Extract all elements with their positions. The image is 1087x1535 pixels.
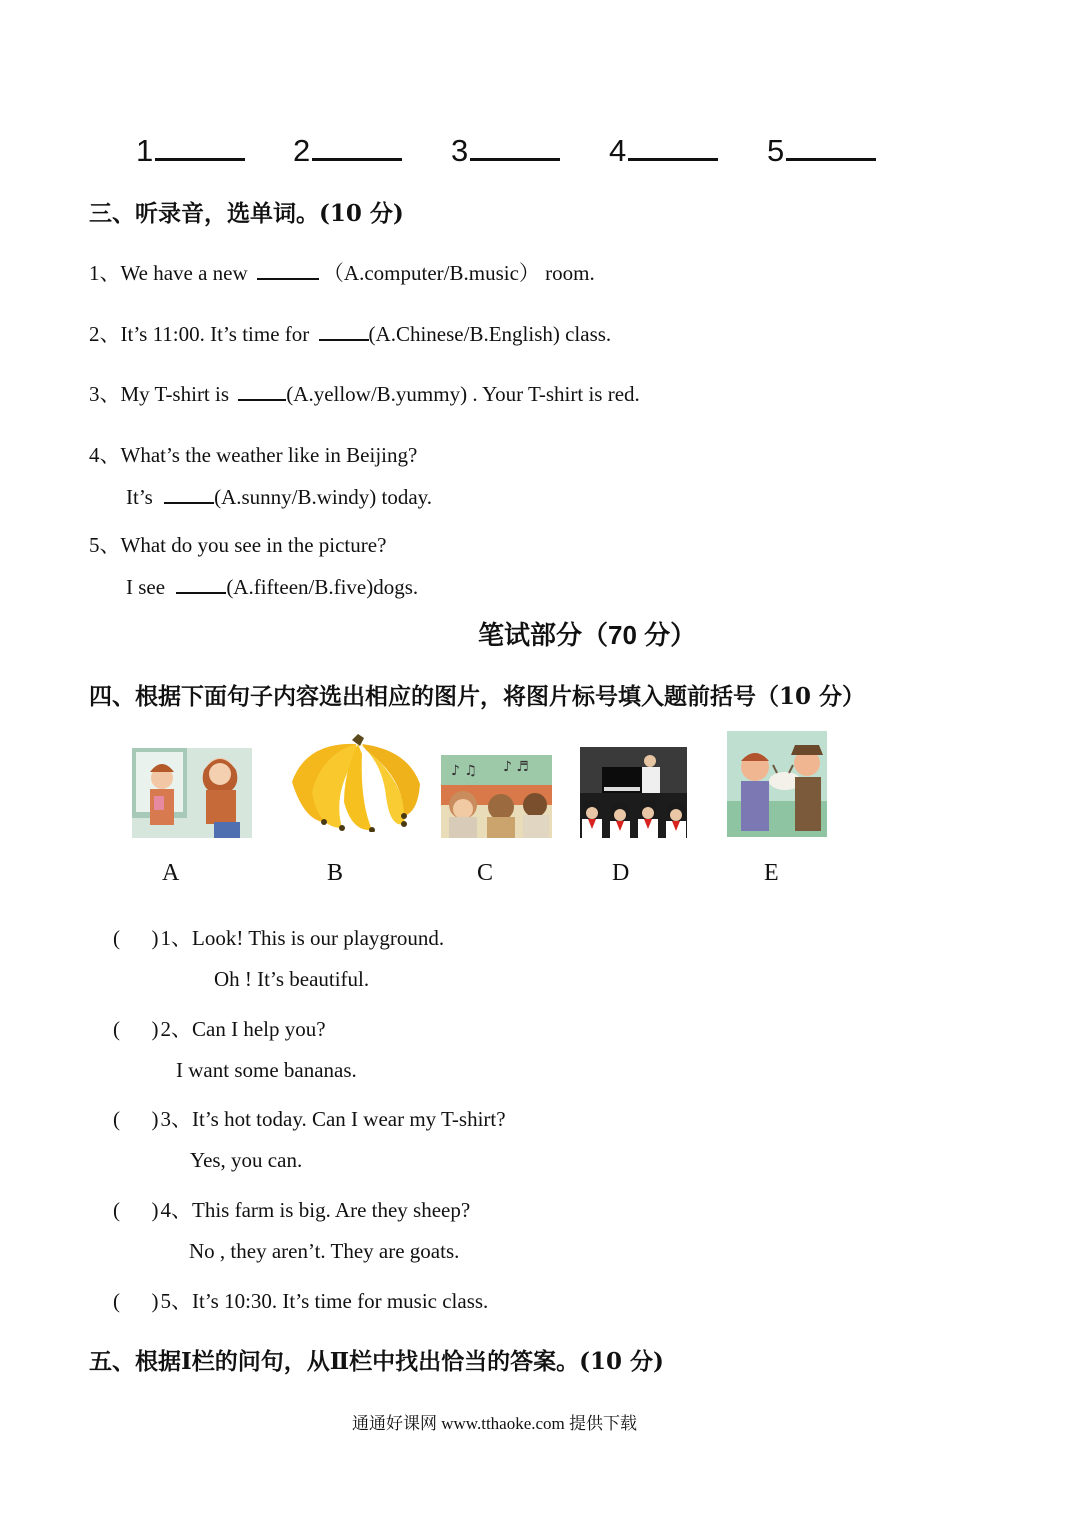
s3-question-3: 3、My T-shirt is (A.yellow/B.yummy) . Your T-shirt is red.	[89, 382, 640, 406]
picture-a-playground	[132, 748, 252, 838]
answer-blank-1: 1	[136, 132, 245, 169]
picture-label-e: E	[764, 860, 779, 886]
answer-blank-2: 2	[293, 132, 402, 169]
answer-paren[interactable]: ( )	[113, 1198, 159, 1222]
s4-question-4: ( )4、This farm is big. Are they sheep?	[113, 1198, 471, 1222]
s4-answer-2: I want some bananas.	[176, 1058, 357, 1082]
s3-answer-4: It’s (A.sunny/B.windy) today.	[126, 485, 433, 509]
answer-blank-5: 5	[767, 132, 876, 169]
picture-label-c: C	[477, 860, 494, 886]
picture-e-goats	[727, 731, 827, 837]
answer-underline	[238, 381, 286, 401]
s4-question-1: ( )1、Look! This is our playground.	[113, 926, 445, 950]
section3-heading: 三、听录音，选单词。(10 分)	[89, 200, 404, 227]
s3-question-5: 5、What do you see in the picture?	[89, 533, 387, 557]
s3-question-1: 1、We have a new （A.computer/B.music） room.	[89, 261, 595, 285]
picture-label-a: A	[162, 860, 180, 886]
written-part-title: 笔试部分（70 分）	[478, 620, 697, 650]
s4-question-3: ( )3、It’s hot today. Can I wear my T-shirt?	[113, 1107, 506, 1131]
answer-paren[interactable]: ( )	[113, 1107, 159, 1131]
picture-c-music-class	[441, 755, 552, 838]
answer-paren[interactable]: ( )	[113, 1017, 159, 1041]
svg-text:♪ ♫: ♪ ♫	[451, 763, 477, 779]
picture-b-bananas	[286, 732, 424, 832]
picture-label-d: D	[612, 860, 630, 886]
answer-underline	[319, 321, 369, 341]
answer-blank-3: 3	[451, 132, 560, 169]
s4-answer-4: No , they aren’t. They are goats.	[189, 1239, 460, 1263]
s3-question-4: 4、What’s the weather like in Beijing?	[89, 443, 418, 467]
section5-heading: 五、根据Ⅰ栏的问句，从Ⅱ栏中找出恰当的答案。(10 分)	[89, 1348, 664, 1375]
svg-text:♪ ♬: ♪ ♬	[503, 759, 529, 775]
s4-answer-1: Oh ! It’s beautiful.	[214, 967, 370, 991]
section4-heading: 四、根据下面句子内容选出相应的图片，将图片标号填入题前括号（10 分）	[89, 683, 866, 710]
footer-credit: 通通好课网 www.tthaoke.com 提供下载	[352, 1414, 638, 1433]
s4-question-5: ( )5、It’s 10:30. It’s time for music class.	[113, 1289, 489, 1313]
s4-answer-3: Yes, you can.	[190, 1148, 303, 1172]
s3-question-2: 2、It’s 11:00. It’s time for (A.Chinese/B.English) class.	[89, 322, 612, 346]
picture-label-b: B	[327, 860, 344, 886]
s4-question-2: ( )2、Can I help you?	[113, 1017, 326, 1041]
answer-underline	[164, 484, 214, 504]
answer-paren[interactable]: ( )	[113, 1289, 159, 1313]
answer-underline	[257, 260, 319, 280]
answer-blank-4: 4	[609, 132, 718, 169]
answer-underline	[176, 574, 226, 594]
answer-paren[interactable]: ( )	[113, 926, 159, 950]
picture-d-classroom-photo	[580, 747, 687, 838]
s3-answer-5: I see (A.fifteen/B.five)dogs.	[126, 575, 419, 599]
